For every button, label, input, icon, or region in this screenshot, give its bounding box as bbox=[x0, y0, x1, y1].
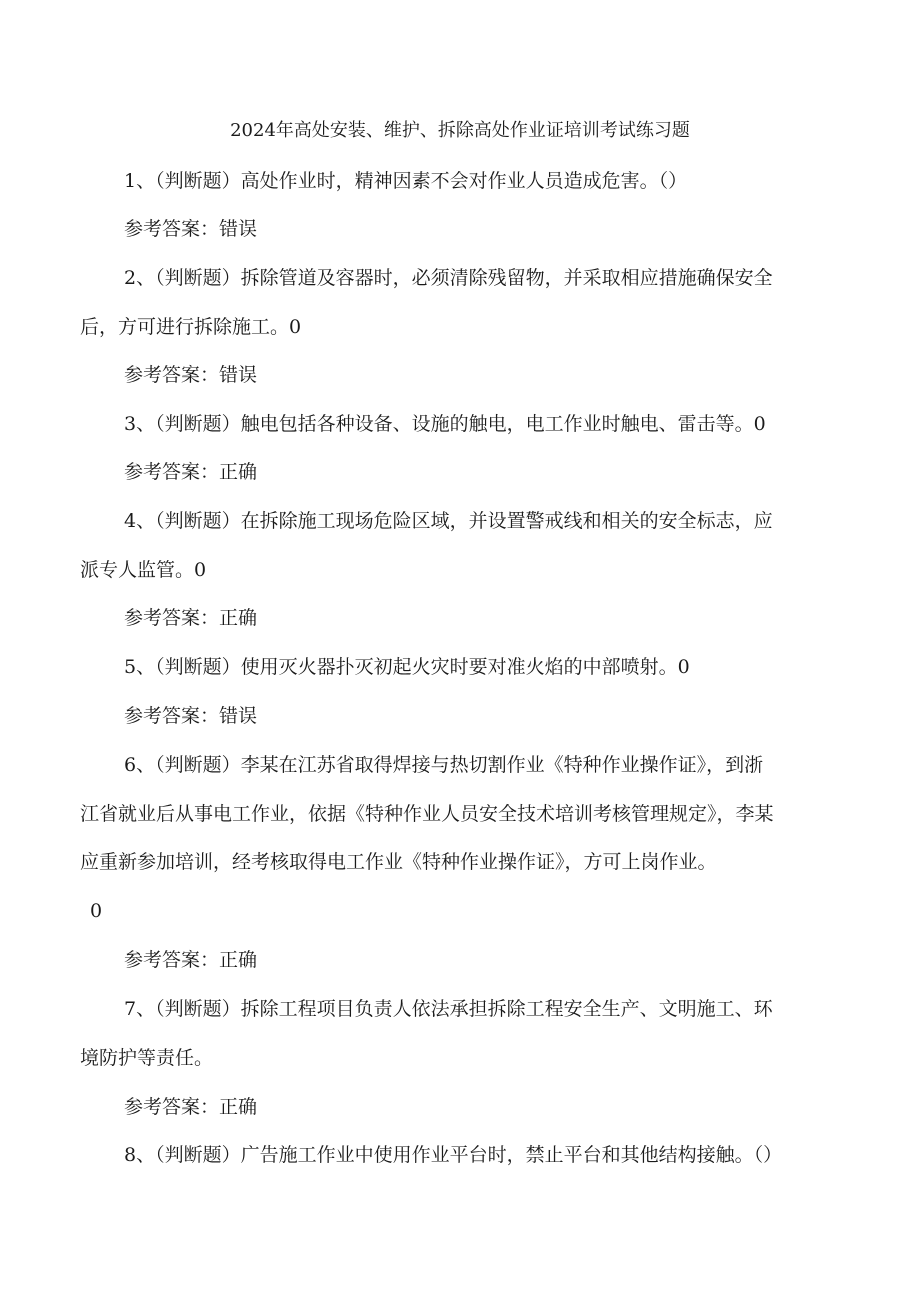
question-3-answer: 参考答案：正确 bbox=[124, 461, 258, 483]
question-4-line-2: 派专人监管。0 bbox=[80, 559, 207, 581]
question-6-line-3: 应重新参加培训，经考核取得电工作业《特种作业操作证》，方可上岗作业。 bbox=[80, 851, 717, 873]
question-2-line-1: 2、（判断题）拆除管道及容器时，必须清除残留物，并采取相应措施确保安全 bbox=[124, 267, 773, 289]
question-4-line-1: 4、（判断题）在拆除施工现场危险区域，并设置警戒线和相关的安全标志，应 bbox=[124, 510, 773, 532]
question-2-line-2: 后，方可进行拆除施工。0 bbox=[80, 316, 302, 338]
question-4-answer: 参考答案：正确 bbox=[124, 607, 258, 629]
question-7-line-2: 境防护等责任。 bbox=[80, 1047, 214, 1069]
question-3-line-1: 3、（判断题）触电包括各种设备、设施的触电，电工作业时触电、雷击等。0 bbox=[124, 413, 766, 435]
question-6-line-2: 江省就业后从事电工作业，依据《特种作业人员安全技术培训考核管理规定》，李某 bbox=[80, 803, 774, 825]
question-7-line-1: 7、（判断题）拆除工程项目负责人依法承担拆除工程安全生产、文明施工、环 bbox=[124, 998, 773, 1020]
question-5-answer: 参考答案：错误 bbox=[124, 705, 258, 727]
question-2-answer: 参考答案：错误 bbox=[124, 364, 258, 386]
question-6-line-4: 0 bbox=[90, 900, 103, 922]
question-8-line-1: 8、（判断题）广告施工作业中使用作业平台时，禁止平台和其他结构接触。（） bbox=[124, 1144, 783, 1166]
question-5-line-1: 5、（判断题）使用灭火器扑灭初起火灾时要对准火焰的中部喷射。0 bbox=[124, 656, 690, 678]
question-6-line-1: 6、（判断题）李某在江苏省取得焊接与热切割作业《特种作业操作证》，到浙 bbox=[124, 754, 764, 776]
document-title: 2024年高处安装、维护、拆除高处作业证培训考试练习题 bbox=[230, 120, 690, 141]
question-7-answer: 参考答案：正确 bbox=[124, 1096, 258, 1118]
question-1-answer: 参考答案：错误 bbox=[124, 218, 258, 240]
question-1-line-1: 1、（判断题）高处作业时，精神因素不会对作业人员造成危害。（） bbox=[124, 170, 688, 192]
question-6-answer: 参考答案：正确 bbox=[124, 949, 258, 971]
